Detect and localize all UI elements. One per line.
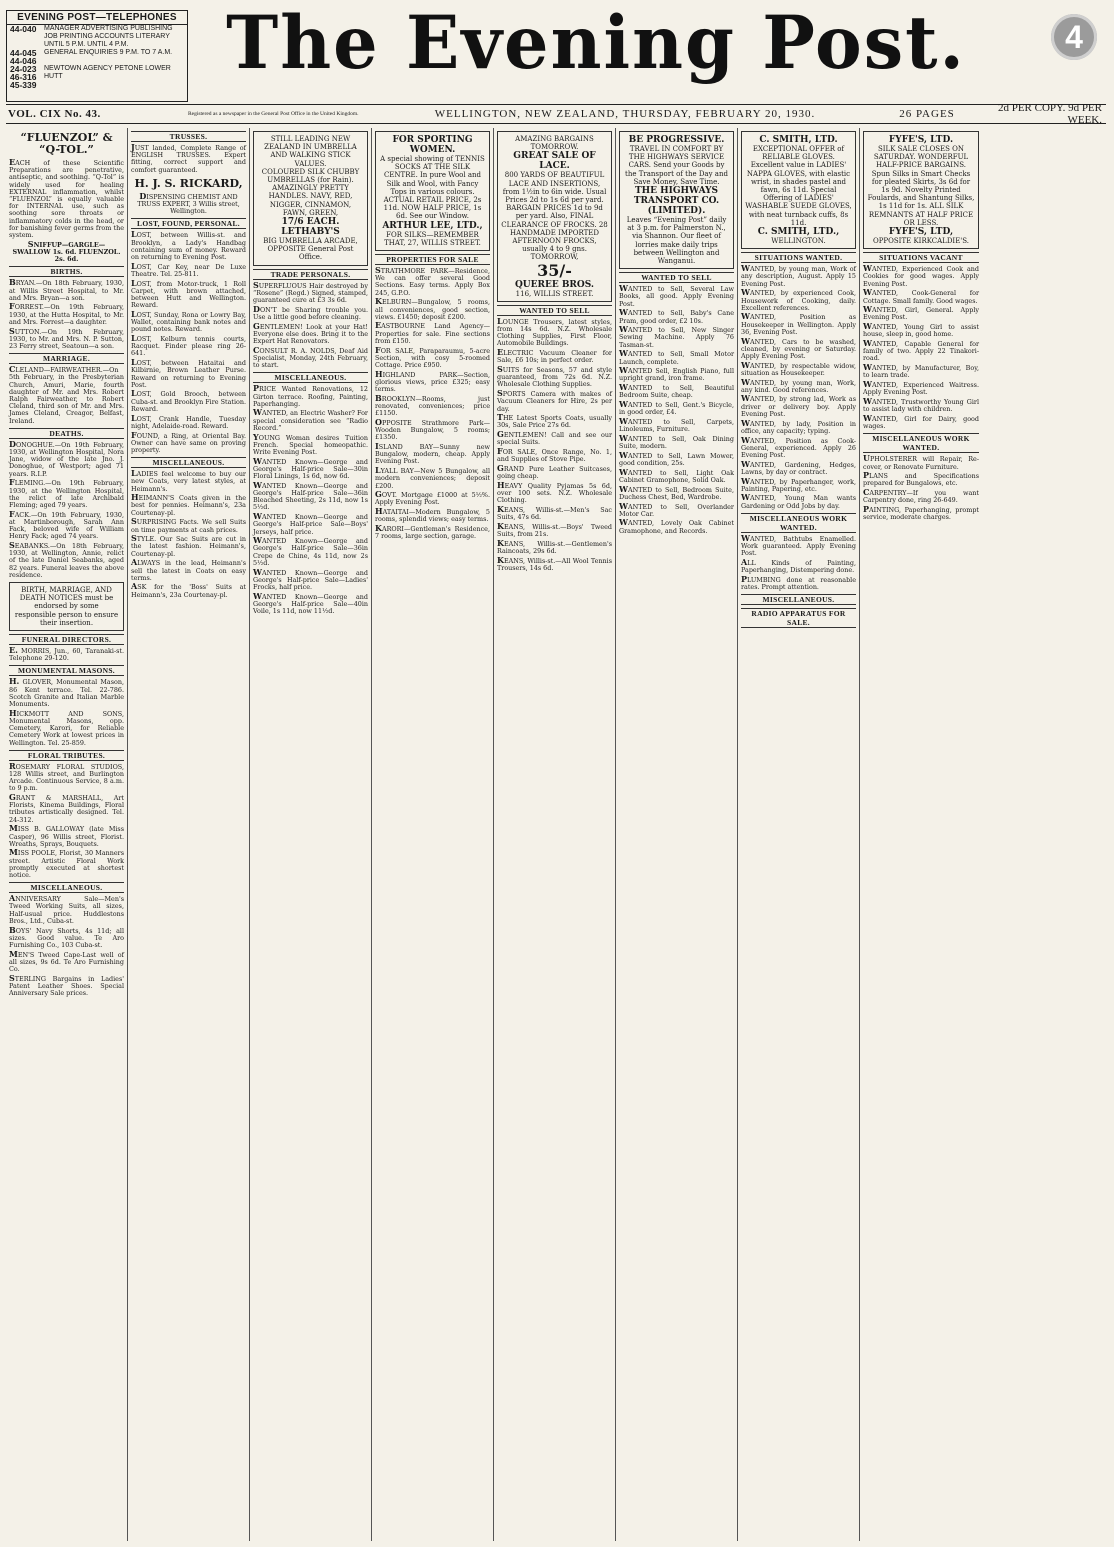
lethaby-brand: LETHABY'S — [281, 227, 340, 238]
fyfes-ad — [863, 131, 979, 249]
vacancy-listing: WANTED, by Manufacturer, Boy, to learn trade. — [863, 362, 979, 380]
marriage-heading: MARRIAGE. — [9, 353, 124, 364]
queree-brand-sub: 116, WILLIS STREET. — [515, 289, 594, 298]
situation-listing: WANTED, by strong lad, Work as driver or delivery boy. Apply Evening Post. — [741, 393, 856, 418]
work-listing: ALL Kinds of Painting, Paperhanging, Distempering done. — [741, 556, 856, 575]
property-listing: HIGHLAND PARK—Section, glorious views, price £325; easy terms. — [375, 368, 490, 394]
smith-brand-2: C. SMITH, LTD., — [757, 227, 840, 238]
lost-heading: LOST, FOUND, PERSONAL. — [131, 218, 246, 229]
wanted-listing: WANTED to Sell, Carpets, Linoleums, Furniture. — [619, 415, 734, 434]
arthur-lee-brand: ARTHUR LEE, LTD., — [382, 220, 483, 231]
misc-listing: WANTED Known—George and George's Half-price Sale—30in Floral Linings, 1s 6d, now 6d. — [253, 455, 368, 481]
death-notice: DONOGHUE.—On 19th February, 1930, at Wellington Hospital, Nora Jane, widow of the late Jno. J. Donoghue, of Westport; aged 71 years. R.I.P. — [9, 438, 124, 478]
telephone-title: EVENING POST—TELEPHONES — [7, 11, 187, 25]
column-1 — [6, 128, 128, 1541]
birth-notice: SUTTON.—On 19th February, 1930, to Mr. and Mrs. N. P. Sutton, 23 Ferry street, Seatoun—a son. — [9, 325, 124, 350]
properties-heading: PROPERTIES FOR SALE — [375, 254, 490, 265]
vacancy-listing: WANTED, Cook-General for Cottage. Small family. Good wages. — [863, 287, 979, 305]
arthur-lee-body: A special showing of TENNIS SOCKS AT THE SILK CENTRE. In pure Wool and Silk and Wool, with Fancy Tops in various colours. ACTUAL RETAIL PRICE, 2s 11d. NOW HALF PRICE, 1s 6d. See our Window. — [380, 155, 485, 221]
page-count: 26 PAGES — [899, 108, 955, 120]
telephone-row: UNTIL 5 P.M. UNTIL 4 P.M. — [44, 41, 129, 48]
dateline — [6, 104, 1106, 124]
misc-listing: WANTED, an Electric Washer? For special consideration see “Radio Record.” — [253, 407, 368, 432]
volume-number: VOL. CIX No. 43. — [8, 108, 101, 120]
misc-listing: LADIES feel welcome to buy our new Coats, very latest styles, at Heimann's. — [131, 468, 246, 493]
trade-heading: TRADE PERSONALS. — [253, 269, 368, 280]
wanted-listing: KEANS, Willis-st.—Boys' Tweed Suits, from 21s. — [497, 520, 612, 539]
lost-listing: LOST, Car Key, near De Luxe Theatre. Tel. 25-811. — [131, 260, 246, 278]
wanted-listing: KEANS, Willis-st.—Gentlemen's Raincoats, 29s 6d. — [497, 537, 612, 556]
lethaby-sub: BIG UMBRELLA ARCADE, OPPOSITE General Post Office. — [263, 237, 358, 262]
trade-listing: GENTLEMEN! Look at your Hat! Everyone else does. Bring it to the Expert Hat Renovators. — [253, 320, 368, 346]
rickard-name: H. J. S. RICKARD, — [134, 176, 243, 190]
arthur-lee-sub: FOR SILKS—REMEMBER THAT, 27, WILLIS STREET. — [384, 230, 481, 247]
property-listing: KARORI—Gentleman's Residence, 7 rooms, large section, garage. — [375, 523, 490, 541]
lost-listing: LOST, Kelburn tennis courts, Racquet. Finder please ring 26-641. — [131, 333, 246, 358]
fyfes-brand-sub: OPPOSITE KIRKCALDIE'S. — [872, 237, 969, 246]
column-3 — [250, 128, 372, 1541]
wanted-listing: WANTED to Sell, New Singer Sewing Machine. Apply 76 Tasman-st. — [619, 324, 734, 349]
deaths-heading: DEATHS. — [9, 428, 124, 439]
work-listing: PLANS and Specifications prepared for Bungalows, etc. — [863, 470, 979, 488]
wanted-listing: WANTED to Sell, Several Law Books, all good. Apply Evening Post. — [619, 283, 734, 308]
property-listing: ISLAND BAY—Sunny new Bungalow, modern, cheap. Apply Evening Post. — [375, 441, 490, 466]
misc-listing: ASK for the 'Boss' Suits at Heimann's, 23a Courtenay-pl. — [131, 581, 246, 599]
misc-listing: WANTED Known—George and George's Half-price Sale—Boys' Jerseys, half price. — [253, 511, 368, 536]
rickard-sub: DISPENSING CHEMIST AND TRUSS EXPERT, 3 Willis street, Wellington. — [137, 190, 240, 216]
property-listing: BROOKLYN—Rooms, just renovated, conveniences; price £1150. — [375, 392, 490, 418]
wanted-listing: KEANS, Willis-st.—Men's Sac Suits, 47s 6d. — [497, 504, 612, 522]
misc-listing: ALWAYS in the lead, Heimann's sell the latest in Coats on easy terms. — [131, 557, 246, 582]
wanted-listing: KEANS, Willis-st.—All Wool Tennis Trousers, 14s 6d. — [497, 554, 612, 572]
column-4 — [372, 128, 494, 1541]
birth-notice: FORREST.—On 19th February, 1930, at the Hutta Hospital, to Mr. and Mrs. Forrest—a daughter. — [9, 301, 124, 326]
lost-listing: LOST, from Motor-truck, 1 Roll Carpet, with brown attached, between Hutt and Wellington. Reward. — [131, 277, 246, 310]
column-2 — [128, 128, 250, 1541]
queree-ad — [497, 131, 612, 302]
umbrella-items: COLOURED SILK CHUBBY UMBRELLAS (for Rain). AMAZINGLY PRETTY HANDLES. NAVY, RED, NIGGER, CINNAMON, FAWN, GREEN, — [261, 167, 360, 217]
work-listing: CARPENTRY—If you want Carpentry done, ring 26-649. — [863, 487, 979, 505]
lost-listing: LOST, Crank Handle, Tuesday night, Adelaide-road. Reward. — [131, 412, 246, 430]
smith-ad — [741, 131, 856, 249]
misc-listing: ANNIVERSARY Sale—Men's Tweed Working Suits, all sizes, Half-usual price. Huddlestons Bros., Ltd., Cuba-st. — [9, 893, 124, 925]
misc-listing: WANTED Known—George and George's Half-price Sale—Ladies' Frocks, half price. — [253, 566, 368, 591]
funeral-listing: E. MORRIS, Jun., 60, Taranaki-st. Telephone 29-120. — [9, 644, 124, 663]
wanted-listing: SUITS for Seasons, 57 and style guaranteed, from 72s 6d. N.Z. Wholesale Clothing Supplies. — [497, 364, 612, 389]
nameplate: The Evening Post. — [226, 0, 966, 87]
highways-body: TRAVEL IN COMFORT BY THE HIGHWAYS SERVICE CARS. Send your Goods by the Transport of the Day and Save Money, Save Time. — [625, 145, 728, 186]
wanted-sell-heading: WANTED TO SELL — [619, 272, 734, 283]
misc-listing: WANTED Known—George and George's Half-price Sale—36in Bleached Sheeting, 2s 11d, now 1s 5½d. — [253, 479, 368, 512]
misc-listing: HEIMANN'S Coats given in the best for pennies. Heimann's, 23a Courtenay-pl. — [131, 492, 246, 517]
arthur-lee-title: FOR SPORTING WOMEN. — [392, 135, 473, 155]
highways-sub: Leaves “Evening Post” daily at 3 p.m. for Palmerston N., via Shannon. Our fleet of lorries make daily trips between Wellington and Wanganui. — [626, 216, 727, 266]
floral-listing: MISS POOLE, Florist, 30 Manners street. Artistic Floral Work promptly executed at shortest notice. — [9, 847, 124, 880]
lost-listing: LOST, Gold Brooch, between Cuba-st. and Brooklyn Fire Station. Reward. — [131, 388, 246, 413]
misc-listing: SURPRISING Facts. We sell Suits on time payments at cash prices. — [131, 516, 246, 534]
misc-listing: MEN'S Tweed Cape-Last well of all sizes, 9s 6d. Te Aro Furnishing Co. — [9, 948, 124, 974]
situation-listing: WANTED, by lady, Position in office, any capacity; typing. — [741, 417, 856, 435]
floral-listing: GRANT & MARSHALL, Art Florists, Kinema Buildings, Floral tributes artistically designed. Tel. 24-312. — [9, 792, 124, 824]
wanted-listing: WANTED, Lovely Oak Cabinet Gramophone, and Records. — [619, 517, 734, 535]
vacancy-listing: WANTED, Girl, General. Apply Evening Post. — [863, 304, 979, 322]
misc-work-heading: MISCELLANEOUS WORK WANTED. — [863, 433, 979, 453]
fyfes-head: SILK SALE CLOSES ON SATURDAY. WONDERFUL HALF-PRICE BARGAINS. — [873, 145, 969, 170]
fyfes-brand: FYFE'S, LTD. — [888, 135, 954, 145]
place-date: WELLINGTON, NEW ZEALAND, THURSDAY, FEBRUARY 20, 1930. — [434, 108, 816, 120]
death-notice: SEABANKS.—On 18th February, 1930, at Wellington, Annie, relict of the late Daniel Seabanks, aged 82 years. Funeral leaves the above residence. — [9, 539, 124, 579]
registration-note: Registered as a newspaper in the General Post Office in the United Kingdom. — [188, 111, 359, 117]
property-listing: EASTBOURNE Land Agency—Properties for sale. Fine sections from £150. — [375, 320, 490, 345]
situation-listing: WANTED, Cars to be washed, cleaned, by evening or Saturday. Apply Evening Post. — [741, 335, 856, 360]
smith-brand-sub: WELLINGTON. — [771, 237, 826, 246]
column-6 — [616, 128, 738, 1541]
umbrella-ad — [253, 131, 368, 266]
property-listing: KELBURN—Bungalow, 5 rooms, all conveniences, good section, views. £1450; deposit £200. — [375, 296, 490, 321]
columns — [6, 128, 1106, 1541]
situation-listing: WANTED, Young Man wants Gardening or Odd Jobs by day. — [741, 492, 856, 510]
masthead — [6, 0, 1106, 102]
queree-head: AMAZING BARGAINS TOMORROW. — [515, 135, 594, 152]
column-8 — [860, 128, 982, 1541]
wanted-listing: WANTED to Sell, Small Motor Launch, complete. — [619, 348, 734, 366]
umbrella-price: 17/6 EACH. — [281, 217, 340, 228]
telephone-row: 44-040 MANAGER ADVERTISING PUBLISHING JOB PRINTING ACCOUNTS LITERARY — [10, 24, 173, 40]
situations-vacant-heading: SITUATIONS VACANT — [863, 252, 979, 263]
wanted-listing: WANTED to Sell, Overlander Motor Car. — [619, 500, 734, 518]
newspaper-page — [6, 0, 1106, 1541]
monumental-listing: HICKMOTT AND SONS, Monumental Masons, opp. Cemetery, Karori, for Reliable Cemetery Work at lowest prices in Wellington. Tel. 25-859. — [9, 707, 124, 747]
monumental-listing: H. GLOVER, Monumental Mason, 86 Kent terrace. Tel. 22-786. Scotch Granite and Italian Marble Monuments. — [9, 676, 124, 708]
vacancy-listing: WANTED, Capable General for family of two. Apply 22 Tinakori-road. — [863, 338, 979, 363]
wanted-listing: HEAVY Quality Pyjamas 5s 6d, over 100 sets. N.Z. Wholesale Clothing. — [497, 479, 612, 505]
misc-listing: STERLING Bargains in Ladies' Patent Leather Shoes. Special Anniversary Sale prices. — [9, 972, 124, 998]
situations-wanted-heading: SITUATIONS WANTED. — [741, 252, 856, 263]
misc-listing: WANTED Known—George and George's Half-price Sale—40in Voile, 1s 11d, now 11½d. — [253, 590, 368, 616]
births-heading: BIRTHS. — [9, 266, 124, 277]
wanted-listing: GENTLEMEN! Call and see our special Suits. — [497, 429, 612, 447]
property-listing: OPPOSITE Strathmore Park—Wooden Bungalow, 5 rooms; £1350. — [375, 416, 490, 442]
wanted-listing: WANTED to Sell, Lawn Mower, good condition, 25s. — [619, 449, 734, 467]
wanted-listing: WANTED to Sell, Light Oak Cabinet Gramophone, Solid Oak. — [619, 466, 734, 484]
trusses-heading: TRUSSES. — [131, 131, 246, 142]
misc-heading: MISCELLANEOUS. — [131, 457, 246, 468]
misc-listing: YOUNG Woman desires Tuition French. Special homeopathic. Write Evening Post. — [253, 431, 368, 456]
wanted-listing: WANTED to Sell, Beautiful Bedroom Suite, cheap. — [619, 382, 734, 400]
wanted-listing: WANTED to Sell, Gent.'s Bicycle, in good order, £4. — [619, 399, 734, 417]
funeral-heading: FUNERAL DIRECTORS. — [9, 634, 124, 645]
work-listing: PLUMBING done at reasonable rates. Prompt attention. — [741, 573, 856, 592]
work-listing: WANTED, Bathtubs Enamelled. Work guaranteed. Apply Evening Post. — [741, 532, 856, 558]
vacancy-listing: WANTED, Young Girl to assist house, sleep in, good home. — [863, 321, 979, 339]
trade-listing: CONSULT R. A. NOLDS, Deaf Aid Specialist, Monday, 24th February, to start. — [253, 344, 368, 370]
fluenzol-body: EACH of these Scientific Preparations are penetrative, antiseptic, and soothing. “Q-Tol” is widely used for healing EXTERNAL inflammation, whilst “FLUENZOL” is equally valuable for INTERNAL use, such as soothing sore throats or inflammatory colds in the head, or for banishing fever germs from the system. — [9, 157, 124, 240]
wanted-listing: THE Latest Sports Coats, usually 30s, Sale Price 27s 6d. — [497, 412, 612, 430]
lost-listing: FOUND, a Ring, at Oriental Bay. Owner can have same on proving property. — [131, 429, 246, 454]
misc-work-heading: MISCELLANEOUS WORK WANTED. — [741, 513, 856, 533]
queree-price: 35/- — [537, 260, 572, 280]
wanted-listing: GRAND Pure Leather Suitcases, going cheap. — [497, 463, 612, 481]
monumental-heading: MONUMENTAL MASONS. — [9, 665, 124, 676]
misc-heading: MISCELLANEOUS. — [253, 372, 368, 383]
work-listing: PAINTING, Paperhanging, prompt service, moderate charges. — [863, 504, 979, 522]
birth-notice: BRYAN.—On 18th February, 1930, at Willis Street Hospital, to Mr. and Mrs. Bryan—a son. — [9, 277, 124, 302]
telephone-row: 24-023 46-316 45-339 NEWTOWN AGENCY PETONE LOWER HUTT — [10, 64, 171, 90]
smith-brand: C. SMITH, LTD. — [759, 135, 838, 145]
column-5 — [494, 128, 616, 1541]
wanted-listing: SPORTS Camera with makes of Vacuum Cleaners for Hire, 2s per day. — [497, 388, 612, 413]
column-7 — [738, 128, 860, 1541]
wanted-listing: ELECTRIC Vacuum Cleaner for Sale, £6 10s; in perfect order. — [497, 347, 612, 365]
misc-listing: BOYS' Navy Shorts, 4s 11d; all sizes. Good value. Te Aro Furnishing Co., 103 Cuba-st. — [9, 924, 124, 949]
work-listing: UPHOLSTERER will Repair, Re-cover, or Renovate Furniture. — [863, 453, 979, 471]
vacancy-listing: WANTED, Girl for Dairy, good wages. — [863, 412, 979, 431]
telephone-row: 44-045 44-046 GENERAL ENQUIRIES 9 P.M. TO 7 A.M. — [10, 48, 173, 66]
trade-listing: DON'T be Sharing trouble you. Use a little good before cleaning. — [253, 303, 368, 321]
lost-listing: LOST, between Willis-st. and Brooklyn, a Lady's Handbag containing sum of money. Reward on returning to Evening Post. — [131, 229, 246, 262]
situation-listing: WANTED, Position as Cook-General, experienced. Apply 26 Evening Post. — [741, 434, 856, 459]
situation-listing: WANTED, Gardening, Hedges, Lawns, by day or contract. — [741, 458, 856, 476]
arthur-lee-ad — [375, 131, 490, 251]
radio-heading: RADIO APPARATUS FOR SALE. — [741, 608, 856, 628]
wanted-listing: WANTED to Sell, Baby's Cane Pram, good order, £2 10s. — [619, 307, 734, 325]
lost-listing: LOST, Sunday, Rona or Lowry Bay, Wallet, containing bank notes and pound notes. Reward. — [131, 308, 246, 334]
situation-listing: WANTED, by experienced Cook, Housework of Cooking, daily. Excellent references. — [741, 287, 856, 312]
umbrella-lead: STILL LEADING NEW ZEALAND IN UMBRELLA AND WALKING STICK VALUES. — [264, 135, 357, 168]
queree-brand: QUEREE BROS. — [514, 279, 595, 290]
smith-body: Excellent value in LADIES' NAPPA GLOVES, with elastic wrist, in shades pastel and fawn, 6s 11d. Special Offering of LADIES' WASHABLE SUEDE GLOVES, with neat turnback cuffs, 8s 11d. — [745, 161, 852, 227]
situation-listing: WANTED, by young man, Work of any description, August. Apply 15 Evening Post. — [741, 263, 856, 288]
trusses-body: JUST landed, Complete Range of ENGLISH TRUSSES. Expert fitting, correct support and comfort guaranteed. — [131, 142, 246, 174]
misc-listing: WANTED Known—George and George's Half-price Sale—36in Crepe de Chine, 4s 11d, now 2s 5½d. — [253, 535, 368, 567]
property-listing: HATAITAI—Modern Bungalow, 5 rooms, splendid views; easy terms. — [375, 506, 490, 524]
floral-listing: MISS B. GALLOWAY (late Miss Casper), 96 Willis street, Florist. Wreaths, Sprays, Bouquets. — [9, 823, 124, 848]
death-notice: FACK.—On 19th February, 1930, at Martinborough, Sarah Ann Fack, beloved wife of William Henry Fack; aged 74 years. — [9, 508, 124, 541]
misc-heading: MISCELLANEOUS. — [741, 594, 856, 605]
marriage-notice: CLELAND—FAIRWEATHER.—On 5th February, in the Presbyterian Church, Amuri, Marie, fourth daughter of Mr. and Mrs. Robert Ralph Fairweather, to Robert Cleland, third son of Mr. and Mrs. James Cleland, Creagor, Belfast, Ireland. — [9, 364, 124, 425]
situation-listing: WANTED, Position as Housekeeper in Wellington. Apply 36, Evening Post. — [741, 311, 856, 336]
page-number-seal: 4 — [1051, 14, 1097, 60]
misc-listing: STYLE. Our Sac Suits are cut in the latest fashion. Heimann's, Courtenay-pl. — [131, 533, 246, 558]
wanted-sell-heading: WANTED TO SELL — [497, 305, 612, 316]
telephone-box — [6, 10, 188, 102]
vacancy-listing: WANTED, Experienced Waitress. Apply Evening Post. — [863, 379, 979, 397]
wanted-listing: FOR SALE, Once Range, No. 1, and Supplies of Stove Pipe. — [497, 446, 612, 464]
highways-head: BE PROGRESSIVE. — [628, 135, 725, 145]
trade-listing: SUPERFLUOUS Hair destroyed by “Rosene” (Regd.) Signed, stamped, guaranteed cure at £3 3s 6d. — [253, 279, 368, 305]
property-listing: GOVT. Mortgage £1000 at 5½%. Apply Evening Post. — [375, 489, 490, 507]
situation-listing: WANTED, by respectable widow, situation as Housekeeper. — [741, 359, 856, 377]
misc-heading: MISCELLANEOUS. — [9, 882, 124, 893]
fyfes-brand-2: FYFE'S, LTD, — [888, 227, 954, 238]
misc-listing: PRICE Wanted Renovations, 12 Girton terrace. Roofing, Painting, Paperhanging. — [253, 383, 368, 408]
vacancy-listing: WANTED, Experienced Cook and Cookies for good wages. Apply Evening Post. — [863, 263, 979, 288]
smith-head: EXCEPTIONAL OFFER of RELIABLE GLOVES. — [752, 145, 845, 162]
wanted-listing: WANTED Sell, English Piano, full upright grand, iron frame. — [619, 365, 734, 383]
fyfes-body: Spun Silks in Smart Checks for pleated Skirts, 3s 6d for 1s 9d. Novelty Printed Foulards, and Shantung Silks, 1s 11d for 1s. ALL SILK REMNANTS AT HALF PRICE OR LESS. — [867, 169, 975, 227]
queree-sub: GREAT SALE OF LACE. — [513, 151, 596, 172]
price: 2d PER COPY. 9d PER WEEK. — [997, 102, 1102, 126]
lost-listing: LOST, between Hataitai and Kilbirnie, Brown Leather Purse. Reward on returning to Evening Post. — [131, 357, 246, 389]
floral-heading: FLORAL TRIBUTES. — [9, 750, 124, 761]
fluenzol-tag: SNIFFUP—GARGLE—SWALLOW 1s. 6d. FLUENZOL. 2s. 6d. — [12, 238, 121, 264]
property-listing: STRATHMORE PARK—Residence, We can offer several Good Sections. Easy terms. Apply Box 245, G.P.O. — [375, 265, 490, 297]
highways-brand: THE HIGHWAYS TRANSPORT CO. (LIMITED). — [633, 186, 720, 217]
property-listing: LYALL BAY—New 5 Bungalow, all modern conveniences; deposit £200. — [375, 465, 490, 490]
queree-body: 800 YARDS OF BEAUTIFUL LACE AND INSERTIONS, from 1½in to 6in wide. Usual Prices 2d to 1s 6d per yard. BARGAIN PRICES 1d to 9d per yard. Also, FINAL CLEARANCE OF FROCKS. 28 HANDMADE IMPORTED AFTERNOON FROCKS, usually 4 to 9 gns. TOMORROW, — [501, 171, 608, 262]
death-notice: FLEMING.—On 19th February, 1930, at the Wellington Hospital, the relict of late Archibald Fleming; aged 79 years. — [9, 477, 124, 509]
situation-listing: WANTED, by Paperhanger, work, Painting, Papering, etc. — [741, 475, 856, 493]
fluenzol-headline: “FLUENZOL” & “Q-TOL.” — [20, 131, 113, 156]
wanted-listing: WANTED to Sell, Oak Dining Suite, modern. — [619, 432, 734, 451]
situation-listing: WANTED, by young man, Work, any kind. Good references. — [741, 376, 856, 394]
wanted-listing: WANTED to Sell, Bedroom Suite, Duchess Chest, Bed, Wardrobe. — [619, 483, 734, 501]
wanted-listing: LOUNGE Trousers, latest styles, from 14s 6d. N.Z. Wholesale Clothing Supplies, First Floor, Automobile Buildings. — [497, 315, 612, 348]
highways-ad — [619, 131, 734, 269]
property-listing: FOR SALE, Paraparaumu, 5-acre Section, with cosy 5-roomed Cottage. Price £950. — [375, 344, 490, 369]
floral-listing: ROSEMARY FLORAL STUDIOS, 128 Willis street, and Burlington Arcade. Continuous Service, 8 a.m. to 9 p.m. — [9, 760, 124, 793]
notice-rules-box: BIRTH, MARRIAGE, AND DEATH NOTICES must be endorsed by some responsible person to ensure their insertion. — [9, 582, 124, 631]
vacancy-listing: WANTED, Trustworthy Young Girl to assist lady with children. — [863, 395, 979, 414]
